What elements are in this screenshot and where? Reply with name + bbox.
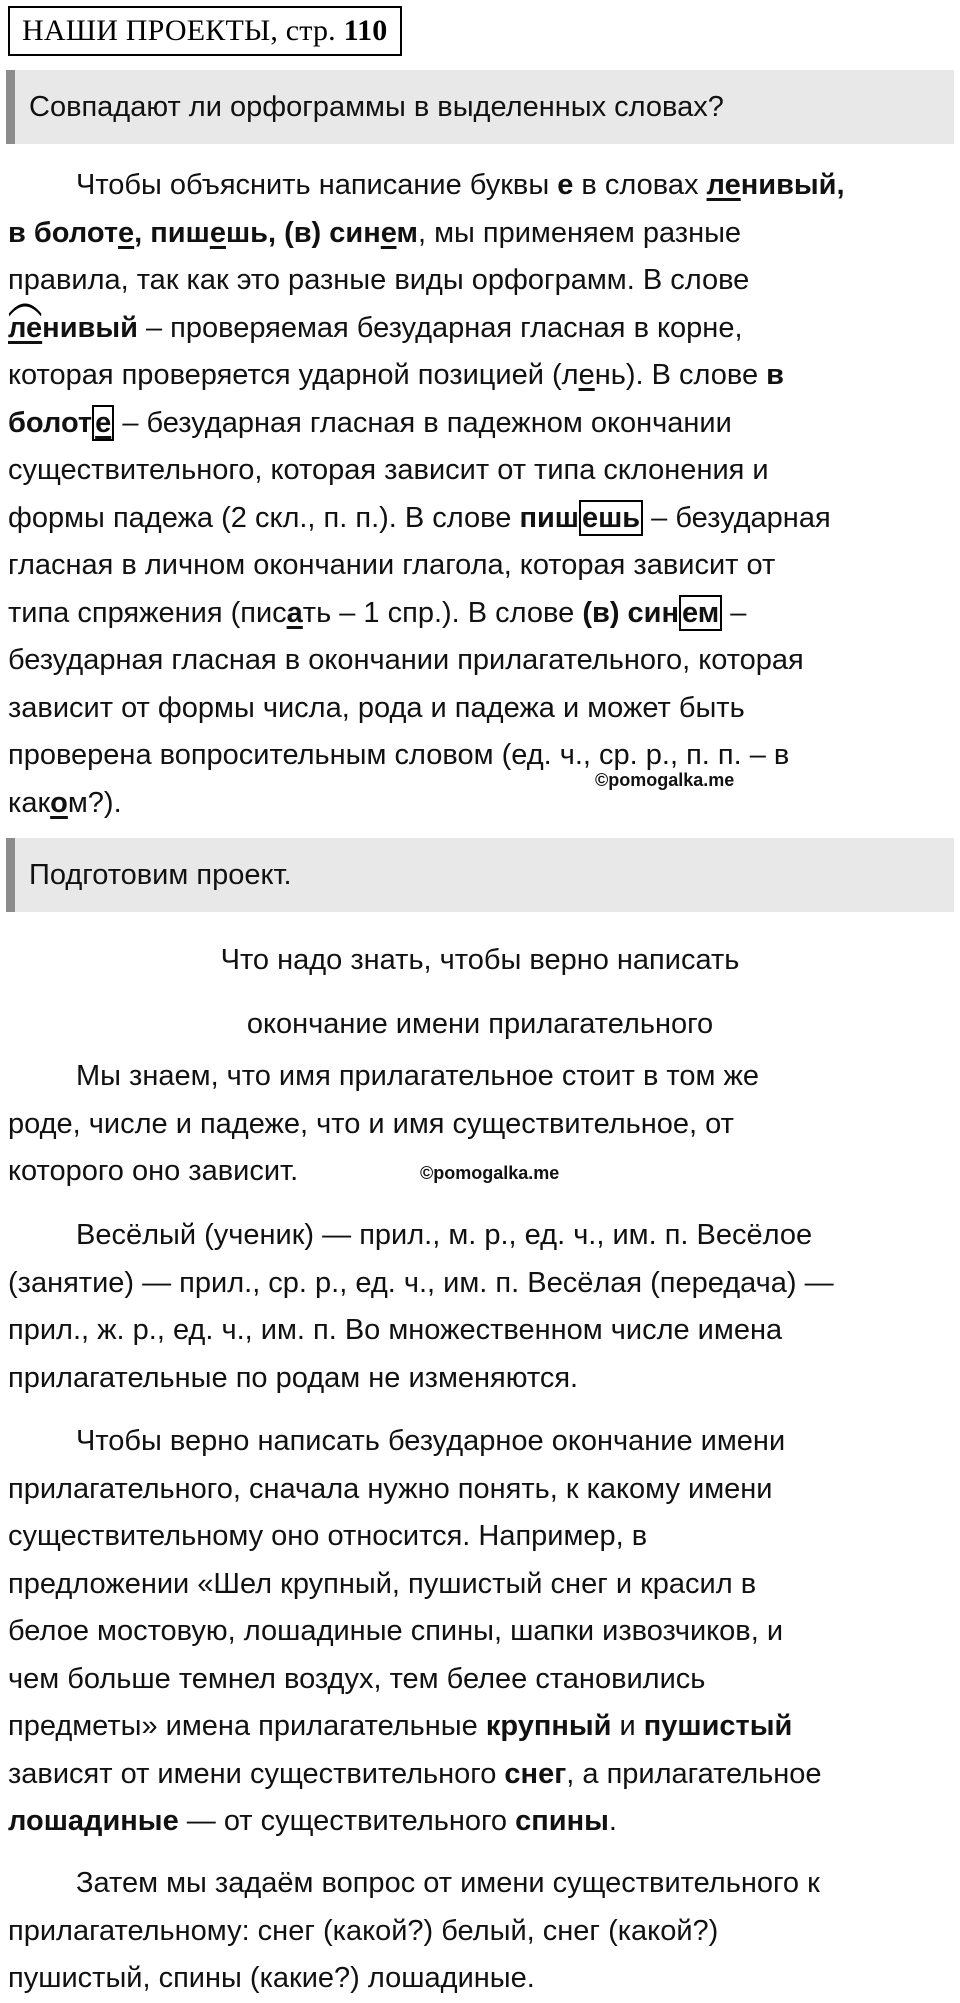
question-banner-1 — [6, 70, 954, 144]
paragraph-line: Затем мы задаём вопрос от имени существительного к — [76, 1867, 820, 1899]
paragraph-line: роде, числе и падеже, что и имя существительное, от — [8, 1107, 734, 1140]
paragraph-line: чем больше темнел воздух, тем белее становились — [8, 1662, 706, 1695]
answer-line: каком?). — [8, 786, 122, 819]
root-arc-mark: ле — [8, 305, 42, 353]
paragraph-line: предметы» имена прилагательные крупный и пушистый — [8, 1710, 793, 1742]
answer-line: болот е – безударная гласная в падежном окончании — [8, 406, 732, 439]
answer-line: Чтобы объяснить написание буквы е в словах ленивый, — [76, 169, 845, 201]
ending-box: е — [92, 405, 114, 441]
answer-line: зависит от формы числа, рода и падежа и может быть — [8, 691, 745, 724]
paragraph-line: Мы знаем, что имя прилагательное стоит в том же — [76, 1060, 760, 1092]
paragraph-line: пушистый, спины (какие?) лошадиные. — [8, 1962, 535, 1994]
watermark: ©pomogalka.me — [595, 770, 735, 790]
answer-line: существительного, которая зависит от типа склонения и — [8, 454, 769, 486]
header-title: НАШИ ПРОЕКТЫ, стр. — [22, 14, 336, 47]
project-title-line-1: Что надо знать, чтобы верно написать — [220, 944, 740, 976]
answer-line: безударная гласная в окончании прилагательного, которая — [8, 644, 804, 676]
paragraph-line: белое мостовую, лошадиные спины, шапки извозчиков, и — [8, 1615, 784, 1647]
paragraph-line: которого оно зависит. — [8, 1155, 299, 1187]
paragraph-line: существительному оно относится. Например, в — [8, 1520, 648, 1552]
paragraph-line: Весёлый (ученик) — прил., м. р., ед. ч., им. п. Весёлое — [76, 1219, 813, 1251]
question-1-text: Совпадают ли орфограммы в выделенных словах? — [29, 91, 724, 123]
question-banner-2 — [6, 838, 954, 912]
project-title-line-2: окончание имени прилагательного — [246, 1008, 714, 1040]
answer-line: типа спряжения (писать – 1 спр.). В слове (в) син ем – — [8, 596, 747, 629]
answer-line: правила, так как это разные виды орфограмм. В слове — [8, 264, 750, 296]
answer-line: в болоте, пишешь, (в) синем, мы применяем разные — [8, 216, 742, 249]
project-paragraph-2 — [8, 1212, 952, 1402]
answer-1-paragraph — [8, 162, 952, 827]
question-2-text: Подготовим проект. — [29, 859, 292, 891]
paragraph-line: зависят от имени существительного снег, а прилагательное — [8, 1757, 822, 1790]
project-paragraph-4 — [8, 1860, 952, 2003]
paragraph-line: прилагательного, сначала нужно понять, к какому имени — [8, 1472, 773, 1505]
paragraph-line: прил., ж. р., ед. ч., им. п. Во множественном числе имена — [8, 1314, 783, 1346]
answer-line: ленивый – проверяемая безударная гласная в корне, — [8, 305, 952, 353]
paragraph-line: Чтобы верно написать безударное окончание имени — [76, 1425, 786, 1457]
project-paragraph-3 — [8, 1418, 952, 1846]
answer-line: формы падежа (2 скл., п. п.). В слове пиш ешь – безударная — [8, 501, 831, 534]
paragraph-line: прилагательные по родам не изменяются. — [8, 1361, 579, 1394]
ending-box: ешь — [579, 500, 643, 536]
paragraph-line: (занятие) — прил., ср. р., ед. ч., им. п. Весёлая (передача) — — [8, 1266, 834, 1299]
paragraph-line: предложении «Шел крупный, пушистый снег и красил в — [8, 1567, 757, 1600]
paragraph-line: лошадиные — от существительного спины. — [8, 1805, 617, 1837]
header-page-number: 110 — [343, 14, 388, 47]
answer-line: проверена вопросительным словом (ед. ч., ср. р., п. п. – в — [8, 739, 790, 771]
answer-line: которая проверяется ударной позицией (лень). В слове в — [8, 359, 784, 391]
ending-box: ем — [679, 595, 722, 631]
answer-line: гласная в личном окончании глагола, которая зависит от — [8, 549, 776, 581]
paragraph-line: прилагательному: снег (какой?) белый, снег (какой?) — [8, 1914, 719, 1947]
project-title — [8, 928, 952, 1056]
watermark: ©pomogalka.me — [420, 1163, 560, 1183]
page-header — [8, 6, 402, 56]
root-arc-icon — [8, 299, 42, 317]
